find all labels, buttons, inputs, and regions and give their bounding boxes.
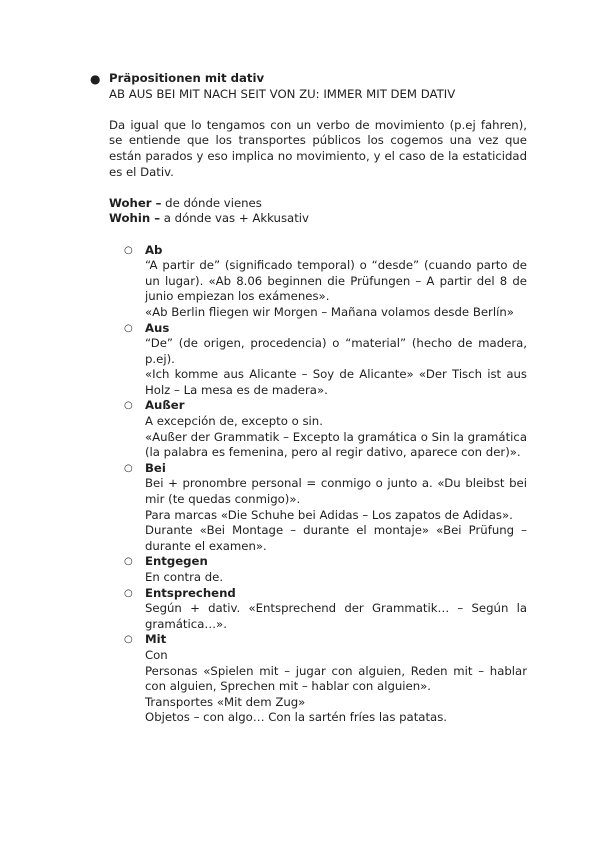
sub-bullet: ○ [124,556,133,568]
preposition-item-mit [109,632,527,726]
preposition-line: “De” (de origen, procedencia) o “material” (hecho de madera, p.ej). [145,336,527,366]
preposition-item-entsprechend [109,586,527,633]
wohin-text: a dónde vas + Akkusativ [160,211,309,226]
section-bullet: ● [90,72,101,86]
preposition-line: En contra de. [145,570,224,584]
woher-label: Woher – [109,195,162,210]
sub-bullet: ○ [124,400,133,412]
preposition-line: Durante «Bei Montage – durante el montaje» «Bei Prüfung – durante el examen». [145,523,527,553]
wohin-label: Wohin – [109,211,161,226]
preposition-title: Entsprechend [145,585,236,600]
preposition-line: Transportes «Mit dem Zug» [145,694,306,709]
wohin-line [109,211,527,227]
preposition-item-bei [109,461,527,555]
preposition-item-außer [109,398,527,460]
preposition-line: Objetos – con algo… Con la sartén fríes las patatas. [145,710,447,725]
preposition-item-entgegen [109,554,527,585]
preposition-line: Con [145,647,168,662]
sub-bullet: ○ [124,462,133,474]
preposition-line: «Ab Berlin fliegen wir Morgen – Mañana volamos desde Berlín» [145,304,514,319]
preposition-title: Ab [145,242,163,257]
preposition-title: Aus [145,320,170,335]
preposition-item-ab [109,243,527,321]
sub-bullet: ○ [124,587,133,599]
section-content [109,71,527,726]
sub-bullet: ○ [124,244,133,256]
preposition-title: Außer [145,398,185,413]
preposition-title: Mit [145,632,167,647]
preposition-line: Personas «Spielen mit – jugar con alguien, Reden mit – hablar con alguien, Sprechen mit – hablar con alguien». [145,663,527,694]
preposition-line: “A partir de” (significado temporal) o “desde” (cuando parto de un lugar). «Ab 8.06 beginnen die Prüfungen – A partir del 8 de junio empiezan los exámenes». [145,258,527,304]
preposition-line: «Ich komme aus Alicante – Soy de Alicante» «Der Tisch ist aus Holz – La mesa es de madera». [145,367,527,397]
sub-bullet: ○ [124,322,133,334]
preposition-line: Bei + pronombre personal = conmigo o junto a. «Du bleibst bei mir (te quedas conmigo)». [145,476,527,507]
preposition-title: Bei [145,460,166,475]
section-subtitle: AB AUS BEI MIT NACH SEIT VON ZU: IMMER MIT DEM DATIV [109,86,456,101]
preposition-title: Entgegen [145,554,208,569]
preposition-item-aus [109,321,527,399]
woher-line [109,196,527,212]
preposition-line: Para marcas «Die Schuhe bei Adidas – Los zapatos de Adidas». [145,507,513,522]
preposition-line: Según + dativ. «Entsprechend der Grammatik… – Según la gramática…». [145,601,527,631]
preposition-line: A excepción de, excepto o sin. [145,414,323,429]
section-title: Präpositionen mit dativ [109,71,265,85]
section-paragraph: Da igual que lo tengamos con un verbo de movimiento (p.ej fahren), se entiende que los transportes públicos los cogemos una vez que están parados y eso implica no movimiento, y el caso de la estaticidad es el Dativ. [109,117,527,179]
preposition-line: «Außer der Grammatik – Excepto la gramática o Sin la gramática (la palabra es femenina, pero al regir dativo, aparece con der)». [145,429,527,460]
woher-text: de dónde vienes [161,195,262,210]
sub-bullet: ○ [124,634,133,646]
preposition-list [109,243,527,726]
